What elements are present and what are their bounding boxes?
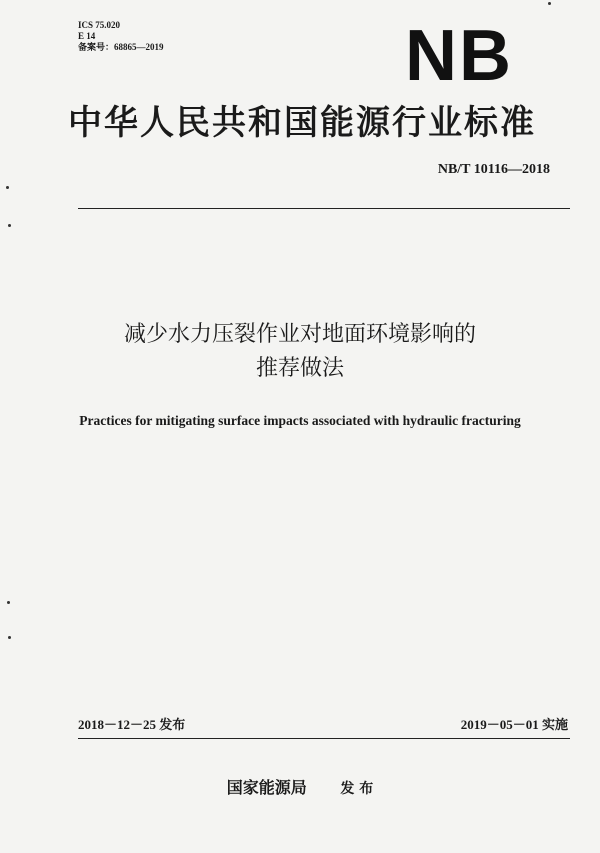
scan-speck — [6, 186, 9, 189]
effective-date: 2019－05－01 实施 — [460, 717, 568, 732]
standard-number: NB/T 10116—2018 — [437, 162, 550, 177]
ics-code: ICS 75.020 — [78, 20, 121, 30]
scan-speck — [8, 224, 11, 227]
record-number: 备案号：68865—2019 — [78, 42, 164, 52]
scan-speck — [7, 601, 10, 604]
issue-date: 2018－12－25 发布 — [78, 717, 186, 732]
chinese-title — [0, 318, 600, 386]
english-title: Practices for mitigating surface impacts associated with hydraulic fracturing — [79, 413, 521, 428]
org-title: 中华人民共和国能源行业标准 — [68, 103, 536, 143]
top-divider — [78, 208, 570, 209]
publisher-line — [0, 775, 600, 798]
scan-speck — [548, 2, 551, 5]
publisher-name: 国家能源局 — [226, 778, 307, 797]
classification-block — [78, 20, 164, 53]
chinese-title-line-1: 减少水力压裂作业对地面环境影响的 — [123, 322, 476, 347]
nb-logo: NB — [405, 16, 513, 96]
publisher-action: 发 布 — [340, 781, 374, 797]
chinese-title-line-2: 推荐做法 — [255, 356, 344, 381]
ccs-code: E 14 — [78, 31, 96, 41]
scan-speck — [8, 636, 11, 639]
bottom-divider — [78, 738, 570, 739]
